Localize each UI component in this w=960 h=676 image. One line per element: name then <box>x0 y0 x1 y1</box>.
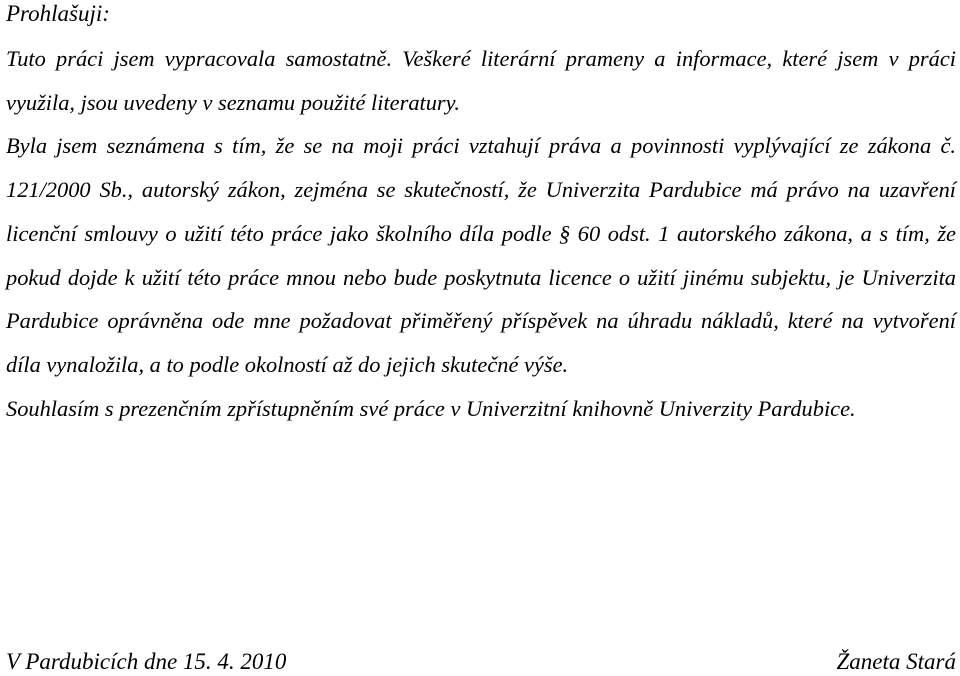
signature-line <box>6 648 956 676</box>
paragraph-license: Byla jsem seznámena s tím, že se na moji práci vztahují práva a povinnosti vyplývající ze zákona č. 121/2000 Sb., autorský zákon, zejména se skutečností, že Univerzita Pardubice má právo na uzavření licenční smlouvy o užití této práce jako školního díla podle § 60 odst. 1 autorského zákona, a s tím, že pokud dojde k užití této práce mnou nebo bude poskytnuta licence o užití jinému subjektu, je Univerzita Pardubice oprávněna ode mne požadovat přiměřený příspěvek na úhradu nákladů, které na vytvoření díla vynaložila, a to podle okolností až do jejich skutečné výše. <box>6 133 956 377</box>
declaration-body <box>6 37 956 430</box>
paragraph-library-consent: Souhlasím s prezenčním zpřístupněním své práce v Univerzitní knihovně Univerzity Pardubice. <box>6 395 856 421</box>
place-date: V Pardubicích dne 15. 4. 2010 <box>6 649 287 674</box>
declaration-heading: Prohlašuji: <box>6 1 110 26</box>
paragraph-authorship: Tuto práci jsem vypracovala samostatně. Veškeré literární prameny a informace, které jsem v práci využila, jsou uvedeny v seznamu použité literatury. <box>6 46 956 115</box>
author-name: Žaneta Stará <box>836 649 956 674</box>
